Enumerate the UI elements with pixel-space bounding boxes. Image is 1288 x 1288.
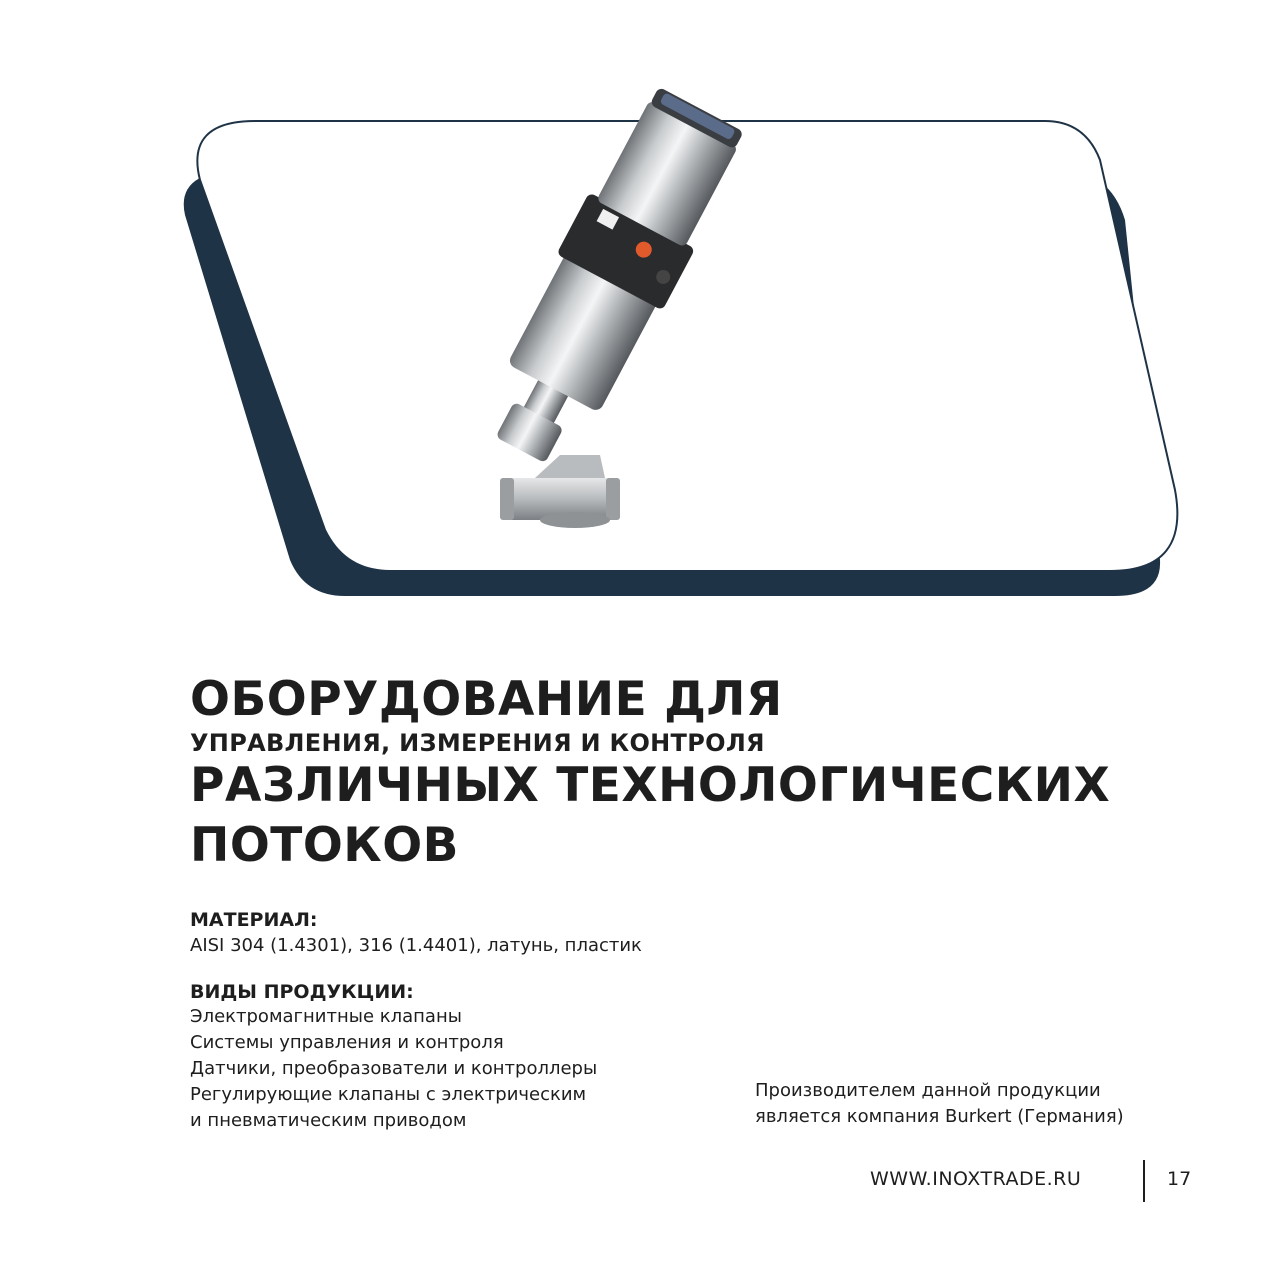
page-number: 17: [1167, 1168, 1192, 1190]
manufacturer-note: [755, 1078, 1124, 1130]
hero-frame: [0, 0, 1288, 620]
manufacturer-line-1: Производителем данной продукции: [755, 1080, 1101, 1101]
manufacturer-line-2: является компания Burkert (Германия): [755, 1106, 1124, 1127]
list-item: и пневматическим приводом: [190, 1110, 467, 1131]
title-line-1: ОБОРУДОВАНИЕ ДЛЯ: [190, 672, 783, 727]
title-block: [190, 672, 1190, 874]
list-item: Системы управления и контроля: [190, 1032, 504, 1053]
footer-website-link[interactable]: WWW.INOXTRADE.RU: [870, 1168, 1082, 1190]
list-item: Датчики, преобразователи и контроллеры: [190, 1058, 598, 1079]
footer-divider: [1143, 1160, 1145, 1202]
title-line-4: ПОТОКОВ: [190, 818, 459, 873]
material-label: МАТЕРИАЛ:: [190, 909, 318, 931]
title-line-2: УПРАВЛЕНИЯ, ИЗМЕРЕНИЯ И КОНТРОЛЯ: [190, 729, 765, 757]
products-list: [190, 1004, 597, 1134]
material-value: AISI 304 (1.4301), 316 (1.4401), латунь, пластик: [190, 935, 642, 956]
hero-banner: [0, 0, 1288, 620]
list-item: Регулирующие клапаны с электрическим: [190, 1084, 587, 1105]
list-item: Электромагнитные клапаны: [190, 1006, 462, 1027]
title-line-3: РАЗЛИЧНЫХ ТЕХНОЛОГИЧЕСКИХ: [190, 758, 1111, 813]
products-label: ВИДЫ ПРОДУКЦИИ:: [190, 981, 414, 1003]
